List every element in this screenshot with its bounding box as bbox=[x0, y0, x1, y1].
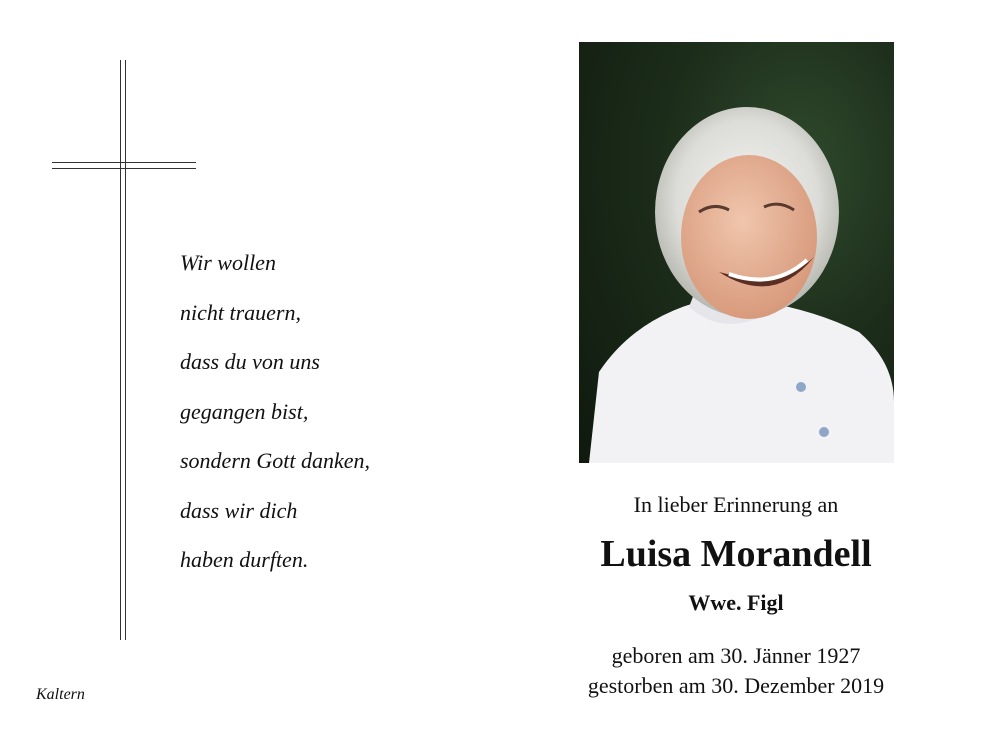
portrait-photo bbox=[579, 42, 894, 463]
widow-of: Wwe. Figl bbox=[688, 590, 784, 615]
poem-line: dass wir dich bbox=[180, 497, 298, 523]
memorial-intro: In lieber Erinnerung an bbox=[633, 492, 839, 517]
deceased-name: Luisa Morandell bbox=[600, 533, 872, 575]
place-name: Kaltern bbox=[36, 686, 85, 703]
poem-line: Wir wollen bbox=[180, 250, 276, 275]
poem-line: haben durften. bbox=[180, 547, 309, 572]
birth-date: geboren am 30. Jänner 1927 bbox=[611, 643, 861, 668]
death-date: gestorben am 30. Dezember 2019 bbox=[587, 673, 885, 698]
cross-icon bbox=[120, 60, 126, 640]
poem-line: nicht trauern, bbox=[180, 299, 301, 325]
poem-line: sondern Gott danken, bbox=[180, 448, 371, 473]
poem-line: dass du von uns bbox=[180, 349, 320, 374]
poem bbox=[180, 238, 500, 585]
poem-line: gegangen bist, bbox=[180, 398, 309, 424]
portrait-illustration bbox=[579, 42, 894, 463]
cross-icon-bar bbox=[52, 162, 196, 169]
